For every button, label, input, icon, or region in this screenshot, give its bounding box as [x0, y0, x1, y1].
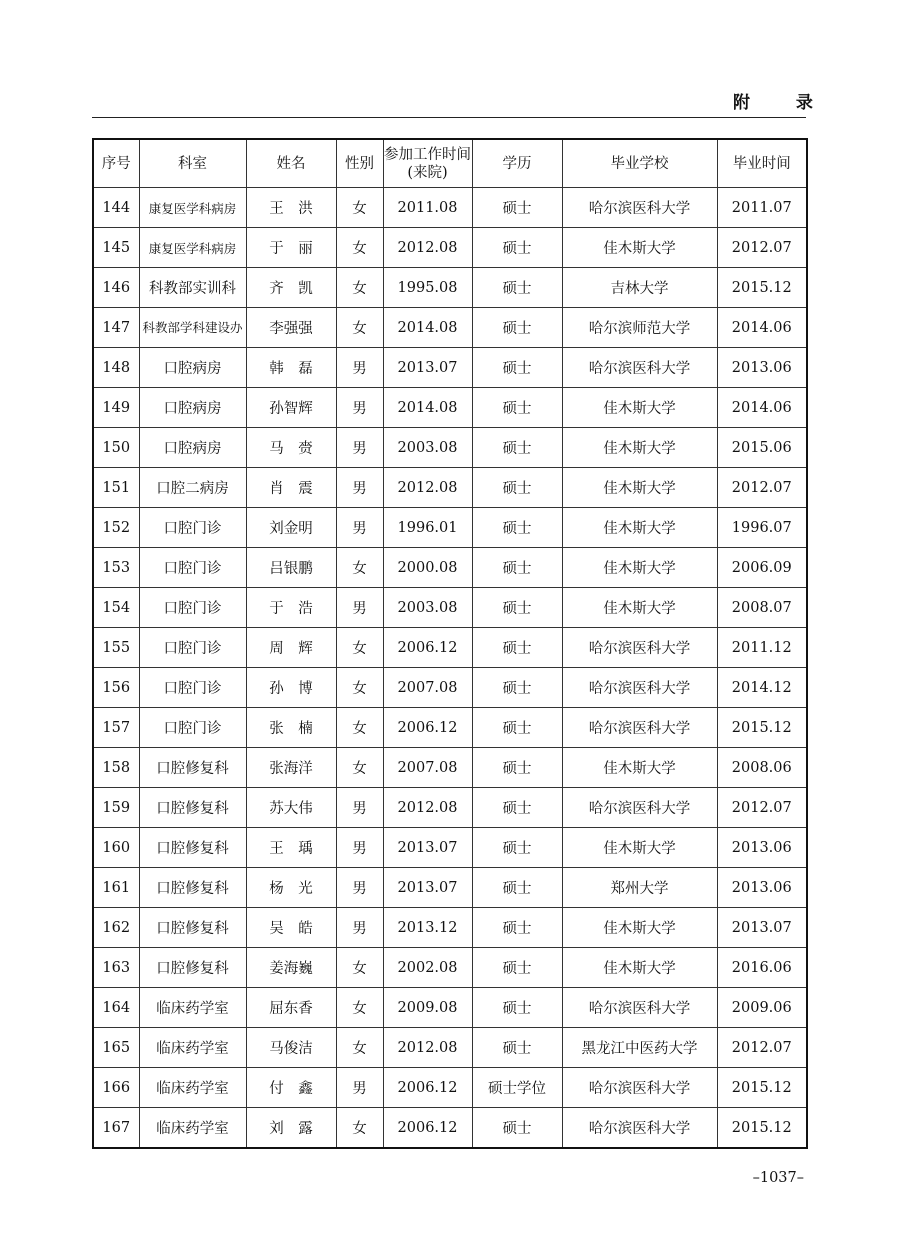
table-cell: 2014.12 — [717, 668, 807, 708]
table-cell: 哈尔滨医科大学 — [562, 628, 717, 668]
table-cell: 男 — [336, 828, 383, 868]
table-header-row — [93, 139, 807, 188]
table-cell: 2012.08 — [383, 228, 472, 268]
table-cell: 硕士 — [472, 1108, 562, 1149]
table-cell: 147 — [93, 308, 139, 348]
table-cell: 女 — [336, 748, 383, 788]
table-cell: 姜海巍 — [246, 948, 336, 988]
table-cell: 孙 博 — [246, 668, 336, 708]
table-cell: 男 — [336, 1068, 383, 1108]
table-cell: 苏大伟 — [246, 788, 336, 828]
table-cell: 164 — [93, 988, 139, 1028]
table-cell: 2012.07 — [717, 228, 807, 268]
table-cell: 佳木斯大学 — [562, 828, 717, 868]
table-cell: 科教部实训科 — [139, 268, 246, 308]
table-cell: 王 瑀 — [246, 828, 336, 868]
table-row — [93, 948, 807, 988]
table-cell: 2014.06 — [717, 388, 807, 428]
table-cell: 2002.08 — [383, 948, 472, 988]
table-cell: 硕士 — [472, 948, 562, 988]
table-cell: 硕士 — [472, 228, 562, 268]
table-cell: 2015.12 — [717, 1108, 807, 1149]
table-cell: 167 — [93, 1108, 139, 1149]
table-cell: 2003.08 — [383, 428, 472, 468]
table-cell: 2009.06 — [717, 988, 807, 1028]
table-cell: 男 — [336, 348, 383, 388]
table-cell: 女 — [336, 1028, 383, 1068]
table-row — [93, 668, 807, 708]
table-cell: 男 — [336, 908, 383, 948]
table-cell: 女 — [336, 548, 383, 588]
table-row — [93, 188, 807, 228]
table-cell: 吴 皓 — [246, 908, 336, 948]
table-cell: 148 — [93, 348, 139, 388]
table-cell: 2014.08 — [383, 308, 472, 348]
table-cell: 男 — [336, 428, 383, 468]
table-cell: 2013.12 — [383, 908, 472, 948]
table-cell: 160 — [93, 828, 139, 868]
header-rule — [92, 117, 806, 118]
table-cell: 口腔门诊 — [139, 588, 246, 628]
table-cell: 2006.12 — [383, 708, 472, 748]
table-cell: 付 鑫 — [246, 1068, 336, 1108]
table-cell: 孙智辉 — [246, 388, 336, 428]
table-cell: 哈尔滨医科大学 — [562, 348, 717, 388]
table-cell: 2006.12 — [383, 1068, 472, 1108]
table-cell: 硕士学位 — [472, 1068, 562, 1108]
table-cell: 2013.07 — [717, 908, 807, 948]
table-cell: 康复医学科病房 — [139, 228, 246, 268]
table-cell: 硕士 — [472, 828, 562, 868]
table-row — [93, 1028, 807, 1068]
table-cell: 哈尔滨医科大学 — [562, 1068, 717, 1108]
table-cell: 158 — [93, 748, 139, 788]
table-cell: 2006.12 — [383, 628, 472, 668]
table-cell: 口腔修复科 — [139, 908, 246, 948]
table-cell: 张 楠 — [246, 708, 336, 748]
table-cell: 145 — [93, 228, 139, 268]
column-header: 参加工作时间(来院) — [383, 139, 472, 188]
table-cell: 佳木斯大学 — [562, 948, 717, 988]
table-cell: 男 — [336, 468, 383, 508]
table-cell: 女 — [336, 948, 383, 988]
page-header-title: 附 录 — [733, 93, 833, 113]
table-cell: 2013.07 — [383, 348, 472, 388]
table-cell: 女 — [336, 268, 383, 308]
table-row — [93, 308, 807, 348]
table-cell: 1996.07 — [717, 508, 807, 548]
column-header: 科室 — [139, 139, 246, 188]
table-cell: 155 — [93, 628, 139, 668]
table-cell: 屈东香 — [246, 988, 336, 1028]
table-cell: 153 — [93, 548, 139, 588]
table-cell: 口腔病房 — [139, 348, 246, 388]
table-cell: 2012.07 — [717, 1028, 807, 1068]
table-cell: 154 — [93, 588, 139, 628]
table-cell: 2011.08 — [383, 188, 472, 228]
table-cell: 2013.07 — [383, 828, 472, 868]
table-cell: 硕士 — [472, 908, 562, 948]
table-cell: 女 — [336, 668, 383, 708]
table-cell: 硕士 — [472, 508, 562, 548]
table-cell: 2012.08 — [383, 1028, 472, 1068]
table-cell: 2012.07 — [717, 468, 807, 508]
table-cell: 于 浩 — [246, 588, 336, 628]
table-cell: 149 — [93, 388, 139, 428]
table-cell: 2011.07 — [717, 188, 807, 228]
table-cell: 于 丽 — [246, 228, 336, 268]
table-cell: 2013.07 — [383, 868, 472, 908]
table-cell: 男 — [336, 868, 383, 908]
table-cell: 硕士 — [472, 468, 562, 508]
table-cell: 2006.12 — [383, 1108, 472, 1149]
table-cell: 刘 露 — [246, 1108, 336, 1149]
table-cell: 佳木斯大学 — [562, 468, 717, 508]
table-cell: 2015.12 — [717, 1068, 807, 1108]
table-row — [93, 468, 807, 508]
table-cell: 口腔门诊 — [139, 628, 246, 668]
table-cell: 哈尔滨医科大学 — [562, 708, 717, 748]
column-header: 毕业时间 — [717, 139, 807, 188]
table-cell: 李强强 — [246, 308, 336, 348]
table-cell: 硕士 — [472, 668, 562, 708]
table-cell: 口腔门诊 — [139, 668, 246, 708]
table-cell: 159 — [93, 788, 139, 828]
table-cell: 2000.08 — [383, 548, 472, 588]
column-header: 学历 — [472, 139, 562, 188]
table-row — [93, 828, 807, 868]
table-row — [93, 228, 807, 268]
table-cell: 口腔病房 — [139, 428, 246, 468]
table-cell: 周 辉 — [246, 628, 336, 668]
table-cell: 2007.08 — [383, 748, 472, 788]
table-cell: 男 — [336, 788, 383, 828]
table-cell: 162 — [93, 908, 139, 948]
table-cell: 佳木斯大学 — [562, 388, 717, 428]
table-cell: 临床药学室 — [139, 1028, 246, 1068]
table-cell: 1996.01 — [383, 508, 472, 548]
table-cell: 2016.06 — [717, 948, 807, 988]
table-cell: 张海洋 — [246, 748, 336, 788]
table-cell: 临床药学室 — [139, 1108, 246, 1149]
table-row — [93, 268, 807, 308]
table-cell: 150 — [93, 428, 139, 468]
table-cell: 2014.06 — [717, 308, 807, 348]
table-row — [93, 868, 807, 908]
table-cell: 口腔修复科 — [139, 868, 246, 908]
table-cell: 男 — [336, 388, 383, 428]
table-row — [93, 588, 807, 628]
table-cell: 165 — [93, 1028, 139, 1068]
table-row — [93, 548, 807, 588]
table-cell: 硕士 — [472, 748, 562, 788]
table-cell: 2007.08 — [383, 668, 472, 708]
table-cell: 硕士 — [472, 548, 562, 588]
table-cell: 女 — [336, 628, 383, 668]
table-cell: 哈尔滨师范大学 — [562, 308, 717, 348]
table-cell: 女 — [336, 228, 383, 268]
table-cell: 2015.12 — [717, 708, 807, 748]
table-row — [93, 988, 807, 1028]
table-cell: 2012.08 — [383, 468, 472, 508]
table-cell: 马 赍 — [246, 428, 336, 468]
table-cell: 156 — [93, 668, 139, 708]
table-cell: 郑州大学 — [562, 868, 717, 908]
table-cell: 2015.12 — [717, 268, 807, 308]
table-cell: 哈尔滨医科大学 — [562, 1108, 717, 1149]
table-cell: 男 — [336, 588, 383, 628]
table-cell: 166 — [93, 1068, 139, 1108]
table-cell: 硕士 — [472, 708, 562, 748]
table-cell: 硕士 — [472, 588, 562, 628]
table-cell: 161 — [93, 868, 139, 908]
table-cell: 哈尔滨医科大学 — [562, 188, 717, 228]
table-row — [93, 908, 807, 948]
table-cell: 口腔门诊 — [139, 508, 246, 548]
table-cell: 佳木斯大学 — [562, 508, 717, 548]
table-cell: 马俊洁 — [246, 1028, 336, 1068]
table-cell: 黑龙江中医药大学 — [562, 1028, 717, 1068]
table-cell: 硕士 — [472, 868, 562, 908]
table-row — [93, 388, 807, 428]
table-cell: 科教部学科建设办 — [139, 308, 246, 348]
table-cell: 152 — [93, 508, 139, 548]
table-cell: 硕士 — [472, 428, 562, 468]
table-cell: 硕士 — [472, 988, 562, 1028]
table-cell: 硕士 — [472, 628, 562, 668]
table-cell: 口腔二病房 — [139, 468, 246, 508]
table-cell: 佳木斯大学 — [562, 548, 717, 588]
table-cell: 哈尔滨医科大学 — [562, 988, 717, 1028]
table-row — [93, 1068, 807, 1108]
table-cell: 硕士 — [472, 268, 562, 308]
page-number: –1037– — [752, 1170, 804, 1186]
table-cell: 佳木斯大学 — [562, 748, 717, 788]
table-cell: 口腔门诊 — [139, 708, 246, 748]
table-cell: 女 — [336, 1108, 383, 1149]
table-row — [93, 428, 807, 468]
table-row — [93, 348, 807, 388]
table-cell: 哈尔滨医科大学 — [562, 668, 717, 708]
table-cell: 临床药学室 — [139, 1068, 246, 1108]
table-cell: 163 — [93, 948, 139, 988]
table-cell: 2012.07 — [717, 788, 807, 828]
table-cell: 硕士 — [472, 1028, 562, 1068]
table-cell: 哈尔滨医科大学 — [562, 788, 717, 828]
column-header: 毕业学校 — [562, 139, 717, 188]
table-cell: 2011.12 — [717, 628, 807, 668]
table-cell: 吉林大学 — [562, 268, 717, 308]
table-cell: 齐 凯 — [246, 268, 336, 308]
table-cell: 佳木斯大学 — [562, 228, 717, 268]
table-row — [93, 748, 807, 788]
table-cell: 144 — [93, 188, 139, 228]
table-cell: 女 — [336, 988, 383, 1028]
table-cell: 硕士 — [472, 308, 562, 348]
table-cell: 佳木斯大学 — [562, 588, 717, 628]
table-cell: 韩 磊 — [246, 348, 336, 388]
table-row — [93, 788, 807, 828]
table-cell: 硕士 — [472, 388, 562, 428]
table-cell: 口腔修复科 — [139, 788, 246, 828]
table-cell: 146 — [93, 268, 139, 308]
column-header: 性别 — [336, 139, 383, 188]
table-cell: 康复医学科病房 — [139, 188, 246, 228]
table-cell: 2008.06 — [717, 748, 807, 788]
table-cell: 女 — [336, 188, 383, 228]
table-cell: 杨 光 — [246, 868, 336, 908]
table-row — [93, 628, 807, 668]
table-cell: 口腔修复科 — [139, 748, 246, 788]
table-cell: 2006.09 — [717, 548, 807, 588]
table-cell: 佳木斯大学 — [562, 908, 717, 948]
table-cell: 吕银鹏 — [246, 548, 336, 588]
table-cell: 临床药学室 — [139, 988, 246, 1028]
table-cell: 口腔门诊 — [139, 548, 246, 588]
table-cell: 硕士 — [472, 188, 562, 228]
table-cell: 2003.08 — [383, 588, 472, 628]
table-cell: 女 — [336, 308, 383, 348]
table-row — [93, 1108, 807, 1149]
table-cell: 2013.06 — [717, 828, 807, 868]
staff-table — [92, 138, 808, 1149]
table-cell: 151 — [93, 468, 139, 508]
table-cell: 1995.08 — [383, 268, 472, 308]
table-cell: 2012.08 — [383, 788, 472, 828]
table-cell: 2013.06 — [717, 348, 807, 388]
table-cell: 口腔修复科 — [139, 828, 246, 868]
table-cell: 男 — [336, 508, 383, 548]
table-cell: 硕士 — [472, 788, 562, 828]
table-cell: 157 — [93, 708, 139, 748]
table-cell: 佳木斯大学 — [562, 428, 717, 468]
table-cell: 口腔病房 — [139, 388, 246, 428]
table-row — [93, 708, 807, 748]
table-row — [93, 508, 807, 548]
table-cell: 硕士 — [472, 348, 562, 388]
table-cell: 2008.07 — [717, 588, 807, 628]
table-cell: 2013.06 — [717, 868, 807, 908]
table-cell: 刘金明 — [246, 508, 336, 548]
table-cell: 肖 震 — [246, 468, 336, 508]
table-cell: 口腔修复科 — [139, 948, 246, 988]
table-cell: 女 — [336, 708, 383, 748]
column-header: 姓名 — [246, 139, 336, 188]
table-cell: 2009.08 — [383, 988, 472, 1028]
table-cell: 2015.06 — [717, 428, 807, 468]
column-header: 序号 — [93, 139, 139, 188]
table-cell: 王 洪 — [246, 188, 336, 228]
table-cell: 2014.08 — [383, 388, 472, 428]
